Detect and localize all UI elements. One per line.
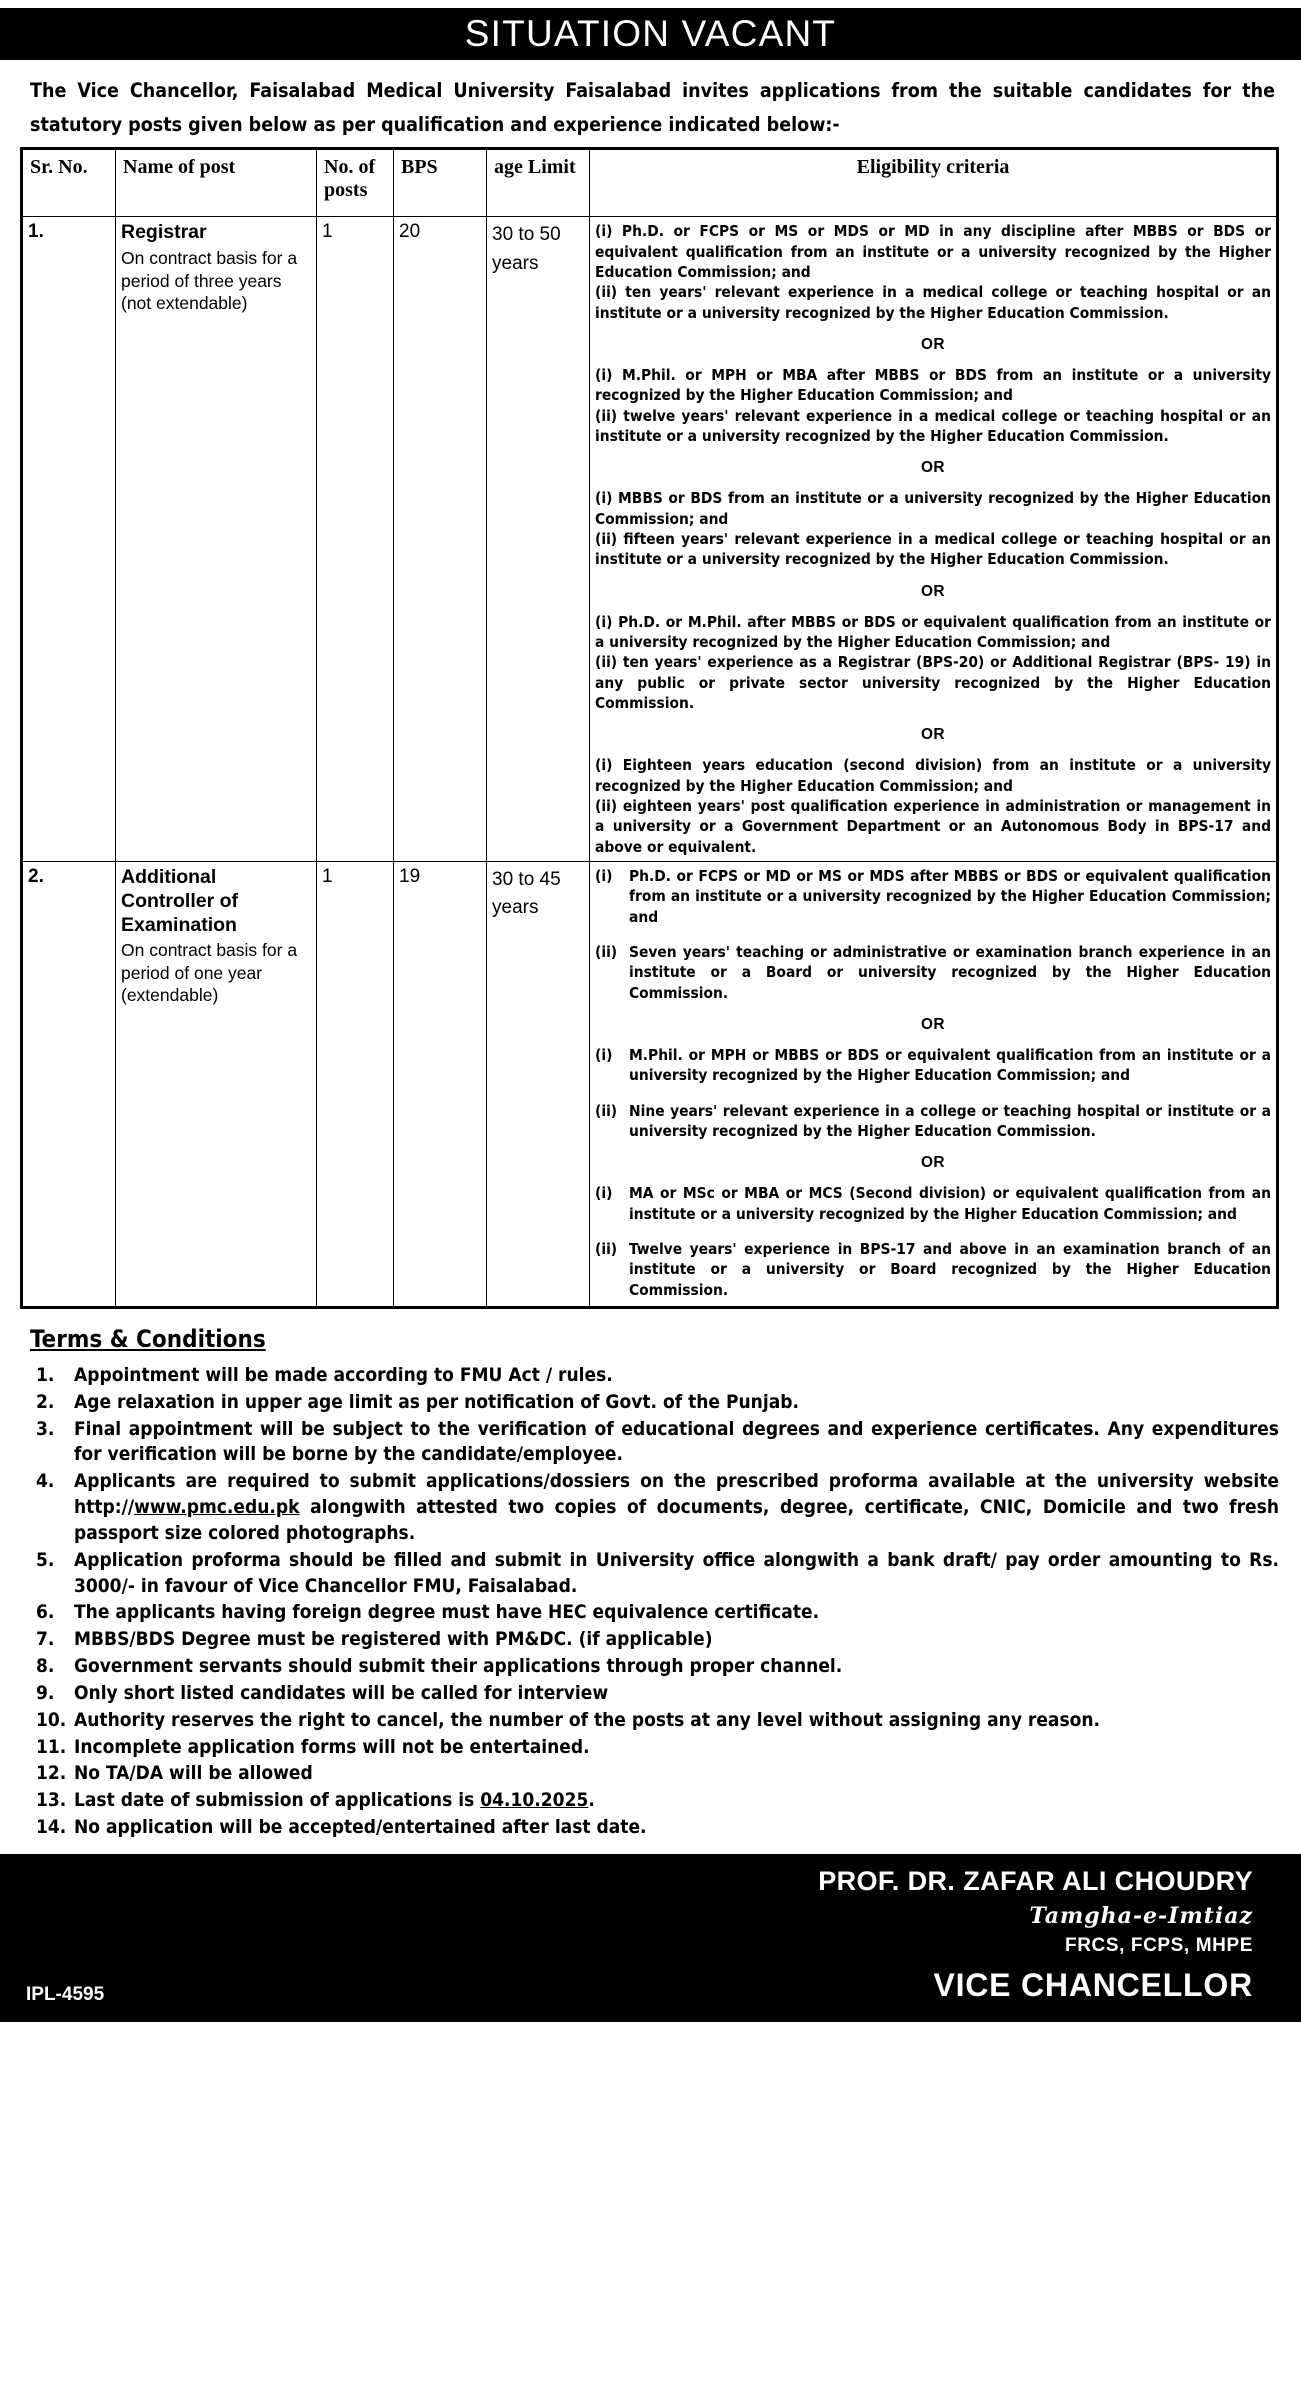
table-header-row <box>22 149 1278 217</box>
eligibility-clause: (ii) ten years' experience as a Registrar (BPS-20) or Additional Registrar (BPS- 19) in any public or private sector university recognized by the Higher Education Commission. <box>595 653 1271 713</box>
eligibility-clause-text: Seven years' teaching or administrative or examination branch experience in an institute or a Board or university recognized by the Higher Education Commission. <box>629 942 1271 1002</box>
eligibility-clause <box>595 942 1271 1003</box>
eligibility-clause: (ii) twelve years' relevant experience in a medical college or teaching hospital or an institute or a university recognized by the Higher Education Commission. <box>595 406 1271 446</box>
eligibility-clause-label: (i) <box>595 866 613 885</box>
terms-heading: Terms & Conditions <box>30 1324 266 1353</box>
underlined-text: www.pmc.edu.pk <box>134 1496 300 1519</box>
eligibility-block <box>595 488 1271 569</box>
col-header-age-limit: age Limit <box>487 149 590 217</box>
eligibility-clause: (i) MBBS or BDS from an institute or a university recognized by the Higher Education Commission; and <box>595 489 1271 528</box>
title-banner <box>0 8 1301 60</box>
eligibility-or-separator: OR <box>920 1015 946 1033</box>
advertisement-page <box>0 8 1301 2407</box>
cell-eligibility <box>590 861 1278 1307</box>
eligibility-clause: (ii) ten years' relevant experience in a medical college or teaching hospital or an institute or a university recognized by the Higher Education Commission. <box>595 283 1271 322</box>
page-title: SITUATION VACANT <box>464 13 837 54</box>
cell-name-of-post <box>116 217 317 862</box>
cell-age-limit: 30 to 50 years <box>487 217 590 862</box>
signatory-role: VICE CHANCELLOR <box>933 1967 1253 2004</box>
eligibility-block <box>595 365 1271 446</box>
terms-item: Age relaxation in upper age limit as per notification of Govt. of the Punjab. <box>74 1390 799 1413</box>
eligibility-or-separator: OR <box>920 726 946 744</box>
eligibility-clause <box>595 1101 1271 1142</box>
eligibility-block <box>595 1183 1271 1300</box>
terms-item: Final appointment will be subject to the verification of educational degrees and experience certificates. Any expenditures for verification will be borne by the candidate/employee. <box>74 1417 1279 1466</box>
signatory-award: Tamgha-e-Imtiaz <box>1029 1903 1253 1930</box>
post-title: Registrar <box>121 221 207 244</box>
clause-gap <box>595 1088 1271 1101</box>
post-title: Additional Controller of Examination <box>121 865 238 936</box>
cell-bps: 20 <box>394 217 487 862</box>
eligibility-or-separator: OR <box>920 459 946 477</box>
eligibility-clause-label: (ii) <box>595 1101 618 1120</box>
eligibility-clause: (i) M.Phil. or MPH or MBA after MBBS or BDS from an institute or a university recognized by the Higher Education Commission; and <box>595 366 1271 405</box>
terms-item: Incomplete application forms will not be entertained. <box>74 1735 590 1758</box>
col-header-bps: BPS <box>394 149 487 217</box>
clause-gap <box>595 1226 1271 1239</box>
eligibility-clause: (ii) eighteen years' post qualification experience in administration or management in a university or a Government Department or an Autonomous Body in BPS-17 and above or equivalent. <box>595 797 1271 856</box>
eligibility-clause-text: Ph.D. or FCPS or MD or MS or MDS after MBBS or BDS or equivalent qualification from an institute or a university recognized by the Higher Education Commission; and <box>629 866 1271 926</box>
eligibility-clause <box>595 1183 1271 1224</box>
eligibility-clause-text: M.Phil. or MPH or MBBS or BDS or equivalent qualification from an institute or a university recognized by the Higher Education Commission; and <box>629 1045 1271 1085</box>
eligibility-block <box>595 1045 1271 1141</box>
terms-item: Government servants should submit their applications through proper channel. <box>74 1655 843 1678</box>
col-header-no-of-posts: No. of posts <box>317 149 394 217</box>
terms-item: Appointment will be made according to FMU Act / rules. <box>74 1363 613 1386</box>
cell-age-limit: 30 to 45 years <box>487 861 590 1307</box>
post-subtitle: On contract basis for a period of one year (extendable) <box>121 940 298 1006</box>
table-body <box>22 217 1278 1307</box>
eligibility-clause-text: Nine years' relevant experience in a college or teaching hospital or institute or a university recognized by the Higher Education Commission. <box>629 1101 1271 1140</box>
footer-banner <box>0 1854 1301 2022</box>
eligibility-or-separator: OR <box>920 582 946 600</box>
eligibility-clause-text: Twelve years' experience in BPS-17 and above in an examination branch of an institute or a university or Board recognized by the Higher Education Commission. <box>629 1239 1271 1299</box>
terms-item: Application proforma should be filled and submit in University office alongwith a bank draft/ pay order amounting to Rs. 3000/- in favour of Vice Chancellor FMU, Faisalabad. <box>74 1548 1279 1597</box>
cell-bps: 19 <box>394 861 487 1307</box>
underlined-text: 04.10.2025 <box>480 1789 589 1812</box>
jobs-table <box>20 147 1279 1309</box>
cell-no-of-posts: 1 <box>317 217 394 862</box>
eligibility-clause-text: MA or MSc or MBA or MCS (Second division) or equivalent qualification from an institute or a university recognized by the Higher Education Commission; and <box>629 1184 1271 1223</box>
eligibility-or-separator: OR <box>920 336 946 354</box>
eligibility-clause-label: (i) <box>595 1045 613 1064</box>
signatory-block <box>26 1866 1261 2004</box>
eligibility-clause <box>595 866 1271 927</box>
eligibility-block <box>595 866 1271 1003</box>
post-subtitle: On contract basis for a period of three years (not extendable) <box>121 248 298 313</box>
terms-list <box>30 1363 1279 1841</box>
table-row <box>22 861 1278 1307</box>
col-header-eligibility: Eligibility criteria <box>590 149 1278 217</box>
table-row <box>22 217 1278 862</box>
terms-item: No TA/DA will be allowed <box>74 1762 313 1785</box>
cell-eligibility <box>590 217 1278 862</box>
reference-code: IPL-4595 <box>26 1984 105 2006</box>
signatory-qualifications: FRCS, FCPS, MHPE <box>1064 1935 1253 1957</box>
eligibility-block <box>595 612 1271 714</box>
eligibility-clause-label: (i) <box>595 1184 613 1203</box>
intro-paragraph: The Vice Chancellor, Faisalabad Medical University Faisalabad invites applications from the suitable candidates for the statutory posts given below as per qualification and experience indicated below:- <box>30 79 1275 136</box>
eligibility-clause: (i) Eighteen years education (second division) from an institute or a university recognized by the Higher Education Commission; and <box>595 756 1271 795</box>
eligibility-clause <box>595 1239 1271 1300</box>
signatory-name: PROF. DR. ZAFAR ALI CHOUDRY <box>818 1865 1253 1896</box>
terms-item: Only short listed candidates will be called for interview <box>74 1681 609 1704</box>
eligibility-block <box>595 221 1271 323</box>
eligibility-clause-label: (ii) <box>595 1239 618 1258</box>
eligibility-clause <box>595 1045 1271 1086</box>
cell-name-of-post <box>116 861 317 1307</box>
eligibility-block <box>595 755 1271 857</box>
terms-item: Applicants are required to submit applications/dossiers on the prescribed proforma available at the university website http://www.pmc.edu.pk alongwith attested two copies of documents, degree, certificate, CNIC, Domicile and two fresh passport size colored photographs. <box>74 1470 1279 1544</box>
terms-item: MBBS/BDS Degree must be registered with PM&DC. (if applicable) <box>74 1628 713 1651</box>
cell-no-of-posts: 1 <box>317 861 394 1307</box>
terms-item: No application will be accepted/entertained after last date. <box>74 1815 647 1838</box>
cell-sr-no: 1. <box>22 217 116 862</box>
eligibility-or-separator: OR <box>920 1154 946 1172</box>
eligibility-clause: (i) Ph.D. or M.Phil. after MBBS or BDS or equivalent qualification from an institute or a university recognized by the Higher Education Commission; and <box>595 612 1271 652</box>
clause-gap <box>595 929 1271 942</box>
terms-item: Authority reserves the right to cancel, the number of the posts at any level without assigning any reason. <box>74 1708 1101 1731</box>
terms-item: Last date of submission of applications is 04.10.2025. <box>74 1789 595 1812</box>
terms-item: The applicants having foreign degree must have HEC equivalence certificate. <box>74 1601 820 1624</box>
jobs-table-wrap <box>0 147 1301 1309</box>
table-header <box>22 149 1278 217</box>
col-header-name-of-post: Name of post <box>116 149 317 217</box>
col-header-sr-no: Sr. No. <box>22 149 116 217</box>
eligibility-clause: (ii) fifteen years' relevant experience in a medical college or teaching hospital or an institute or a university recognized by the Higher Education Commission. <box>595 530 1271 569</box>
eligibility-clause: (i) Ph.D. or FCPS or MS or MDS or MD in any discipline after MBBS or BDS or equivalent qualification from an institute or a university recognized by the Higher Education Commission; and <box>595 222 1271 282</box>
terms-section <box>0 1309 1301 1846</box>
eligibility-clause-label: (ii) <box>595 942 618 961</box>
cell-sr-no: 2. <box>22 861 116 1307</box>
